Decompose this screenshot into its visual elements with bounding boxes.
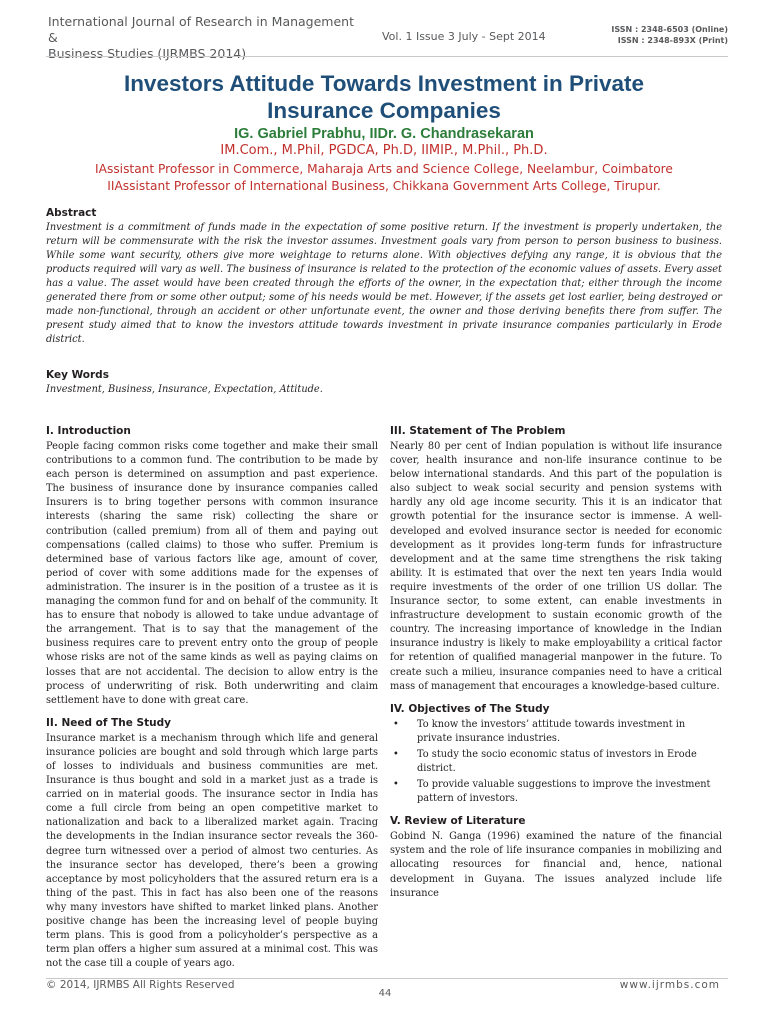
keywords-section <box>46 368 722 397</box>
abstract-section <box>46 206 722 347</box>
objectives-list <box>390 718 722 807</box>
problem-statement-heading: III. Statement of The Problem <box>390 425 566 437</box>
affiliation-2: IIAssistant Professor of International Business, Chikkana Government Arts College, Tirupur. <box>107 179 661 193</box>
list-item <box>390 718 722 746</box>
abstract-text: Investment is a commitment of funds made in the expectation of some positive return. If the investment is properly undertaken, the return will be commensurate with the risk the investor assumes. Investment goals vary from person to person business to business. While some want security, others give more weightage to returns alone. With objectives defying any range, it is obvious that the products required will vary as well. The business of insurance is related to the protection of the economic values of assets. Every asset has a value. The asset would have been created through the efforts of the owner, in the expectation that; either through the income generated there from or some other output; some of his needs would be met. However, if the assets get lost earlier, being destroyed or made non-functional, through an accident or other unfortunate event, the owner and those deriving benefits there from suffer. The present study aimed that to know the investors attitude towards investment in private insurance companies particularly in Erode district. <box>46 222 722 345</box>
journal-name-line1: International Journal of Research in Management & <box>48 14 354 45</box>
need-of-study-text: Insurance market is a mechanism through which life and general insurance policies are bought and sold through which large parts of losses to individuals and business communities are met. Insurance is thus bought and sold in a market just as a trade is carried on in material goods. The insurance sector in India has come a full circle from being an open competitive market to nationalization and back to a liberalized market again. Tracing the developments in the Indian insurance sector reveals the 360-degree turn witnessed over a period of almost two centuries. As the insurance sector has developed, there’s been a growing acceptance by most policyholders that the assured return era is a thing of the past. This in fact has also been one of the reasons why many investors have shifted to market linked plans. Another positive change has been the increasing level of people buying term plans. This is good from a policyholder’s perspective as a term plan offers a higher sum assured at a minimal cost. This was not the case till a couple of years ago. <box>46 732 378 970</box>
running-header <box>48 14 728 61</box>
paper-title-line2: Insurance Companies <box>267 98 501 123</box>
affiliation-1: IAssistant Professor in Commerce, Maharaja Arts and Science College, Neelambur, Coimbatore <box>95 162 673 176</box>
keywords-heading: Key Words <box>46 369 109 381</box>
journal-name-line2: Business Studies (IJRMBS 2014) <box>48 46 247 61</box>
issn-online: ISSN : 2348-6503 (Online) <box>611 25 728 34</box>
issn-info <box>611 24 728 46</box>
objective-text: To provide valuable suggestions to improve the investment pattern of investors. <box>417 779 711 805</box>
header-divider <box>46 56 728 57</box>
paper-title-line1: Investors Attitude Towards Investment in Private <box>123 71 645 96</box>
issue-info: Vol. 1 Issue 3 July - Sept 2014 <box>382 30 546 43</box>
introduction-heading: I. Introduction <box>46 425 131 437</box>
list-item <box>390 748 722 776</box>
need-of-study-heading: II. Need of The Study <box>46 716 171 729</box>
journal-url: www.ijrmbs.com <box>619 979 720 991</box>
paper-title <box>60 70 708 124</box>
right-column <box>390 424 722 901</box>
bullet-icon: • <box>393 718 399 730</box>
objective-text: To study the socio economic status of investors in Erode district. <box>417 748 697 774</box>
abstract-heading: Abstract <box>46 207 97 219</box>
bullet-icon: • <box>393 779 399 791</box>
keywords-text: Investment, Business, Insurance, Expectation, Attitude. <box>46 384 323 395</box>
author-qualifications: IM.Com., M.Phil, PGDCA, Ph.D, IIMIP., M.Phil., Ph.D. <box>220 143 548 158</box>
bullet-icon: • <box>393 748 399 760</box>
issn-print: ISSN : 2348-893X (Print) <box>617 36 728 45</box>
journal-name <box>48 14 358 62</box>
page-number: 44 <box>378 988 392 999</box>
author-names: IG. Gabriel Prabhu, IIDr. G. Chandrasekaran <box>234 126 534 142</box>
list-item <box>390 778 722 806</box>
footer-copyright: © 2014, IJRMBS All Rights Reserved <box>46 979 235 991</box>
left-column <box>46 424 378 971</box>
problem-statement-text: Nearly 80 per cent of Indian population is without life insurance cover, health insurance and non-life insurance continue to be below international standards. And this part of the population is also subject to weak social security and pension systems with hardly any old age income security. This it is an indicator that growth potential for the insurance sector is immense. A well-developed and evolved insurance sector is needed for economic development as it provides long-term funds for infrastructure development and at the same time strengthens the risk taking ability. It is estimated that over the next ten years India would require investments of the order of one trillion US dollar. The Insurance sector, to some extent, can enable investments in infrastructure development to sustain economic growth of the country. The increasing importance of knowledge in the Indian insurance industry is likely to make employability a critical factor for retention of qualified managerial manpower in the future. To create such a milieu, insurance companies need to have a critical mass of management that encourages a knowledge-based culture. <box>390 441 722 692</box>
literature-review-heading: V. Review of Literature <box>390 815 526 828</box>
literature-review-text: Gobind N. Ganga (1996) examined the nature of the financial system and the role of life insurance companies in mobilizing and allocating resources for financial and, hence, national development in Guyana. The issues analyzed include life insurance <box>390 831 722 899</box>
objective-text: To know the investors’ attitude towards investment in private insurance industries. <box>417 718 686 744</box>
objectives-heading: IV. Objectives of The Study <box>390 702 550 715</box>
introduction-text: People facing common risks come together and make their small contributions to a common fund. The contribution to be made by each person is determined on assumption and past experience. The business of insurance done by insurance companies called Insurers is to bring together persons with common insurance interests (sharing the same risk) collecting the share or contribution (called premium) from all of them and paying out compensations (called claims) to those who suffer. Premium is determined base of various factors like age, amount of cover, period of cover with some additions made for the expenses of administration. The insurer is in the position of a trustee as it is managing the common fund for and on behalf of the community. It has to ensure that nobody is allowed to take undue advantage of the arrangement. That is to say that the management of the business requires care to prevent entry onto the group of people whose risks are not of the same kinds as well as paying claims on losses that are not accidental. The decision to allow entry is the process of underwriting of risk. Both underwriting and claim settlement have to done with great care. <box>46 441 378 706</box>
